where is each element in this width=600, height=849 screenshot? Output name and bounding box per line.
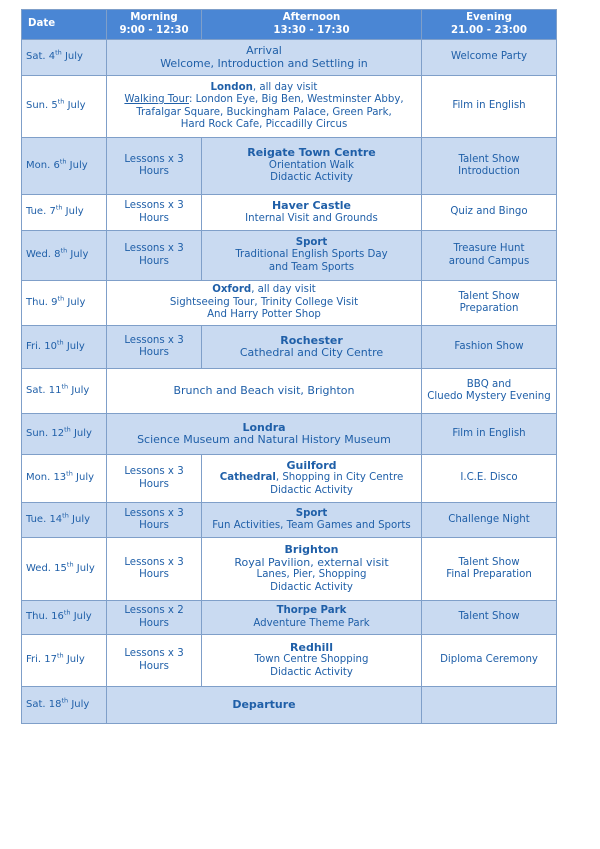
evening-cell: Quiz and Bingo [422,195,557,231]
date-cell: Fri. 17th July [22,635,107,687]
table-row [22,601,557,635]
evening-cell: Talent Show Introduction [422,138,557,195]
table-row [22,455,557,503]
afternoon-cell: Rochester Cathedral and City Centre [202,326,422,369]
activity-cell: Departure [107,687,422,724]
activity-cell: Oxford, all day visit Sightseeing Tour, Trinity College Visit And Harry Potter Shop [107,281,422,326]
date-cell: Tue. 14th July [22,503,107,538]
evening-cell: Treasure Hunt around Campus [422,231,557,281]
date-cell: Sun. 12th July [22,414,107,455]
date-cell: Mon. 13th July [22,455,107,503]
activity-cell: Londra Science Museum and Natural History Museum [107,414,422,455]
date-cell: Fri. 10th July [22,326,107,369]
activity-cell: Brunch and Beach visit, Brighton [107,369,422,414]
header-date: Date [22,10,107,40]
date-cell: Thu. 9th July [22,281,107,326]
table-row [22,40,557,76]
schedule-table [21,9,557,724]
table-row [22,414,557,455]
evening-cell: Film in English [422,414,557,455]
evening-cell: Fashion Show [422,326,557,369]
evening-cell: Welcome Party [422,40,557,76]
morning-cell: Lessons x 3 Hours [107,231,202,281]
morning-cell: Lessons x 3 Hours [107,538,202,601]
table-row [22,326,557,369]
date-cell: Thu. 16th July [22,601,107,635]
afternoon-cell: Redhill Town Centre Shopping Didactic Activity [202,635,422,687]
date-cell: Sat. 4th July [22,40,107,76]
table-row [22,538,557,601]
date-cell: Wed. 8th July [22,231,107,281]
date-cell: Wed. 15th July [22,538,107,601]
table-row [22,76,557,138]
morning-cell: Lessons x 3 Hours [107,138,202,195]
afternoon-cell: Thorpe Park Adventure Theme Park [202,601,422,635]
table-row [22,281,557,326]
evening-cell: Talent Show [422,601,557,635]
header-row [22,10,557,40]
table-row [22,195,557,231]
table-row [22,231,557,281]
header-afternoon: Afternoon 13:30 - 17:30 [202,10,422,40]
date-cell: Tue. 7th July [22,195,107,231]
afternoon-cell: Sport Traditional English Sports Day and Team Sports [202,231,422,281]
activity-cell: London, all day visit Walking Tour: London Eye, Big Ben, Westminster Abby, Trafalgar Square, Buckingham Palace, Green Park, Hard Rock Cafe, Piccadilly Circus [107,76,422,138]
morning-cell: Lessons x 3 Hours [107,455,202,503]
afternoon-cell: Guilford Cathedral, Shopping in City Centre Didactic Activity [202,455,422,503]
header-morning: Morning 9:00 - 12:30 [107,10,202,40]
afternoon-cell: Brighton Royal Pavilion, external visit Lanes, Pier, Shopping Didactic Activity [202,538,422,601]
date-cell: Sat. 11th July [22,369,107,414]
table-row [22,369,557,414]
table-row [22,635,557,687]
evening-cell: I.C.E. Disco [422,455,557,503]
afternoon-cell: Reigate Town Centre Orientation Walk Didactic Activity [202,138,422,195]
afternoon-cell: Haver Castle Internal Visit and Grounds [202,195,422,231]
evening-cell: Film in English [422,76,557,138]
evening-cell: BBQ and Cluedo Mystery Evening [422,369,557,414]
header-evening: Evening 21.00 - 23:00 [422,10,557,40]
activity-cell: Arrival Welcome, Introduction and Settling in [107,40,422,76]
table-row [22,138,557,195]
date-cell: Sun. 5th July [22,76,107,138]
morning-cell: Lessons x 3 Hours [107,503,202,538]
date-cell: Sat. 18th July [22,687,107,724]
morning-cell: Lessons x 3 Hours [107,635,202,687]
table-row [22,503,557,538]
date-cell: Mon. 6th July [22,138,107,195]
evening-cell: Talent Show Preparation [422,281,557,326]
evening-cell [422,687,557,724]
afternoon-cell: Sport Fun Activities, Team Games and Sports [202,503,422,538]
evening-cell: Challenge Night [422,503,557,538]
morning-cell: Lessons x 3 Hours [107,326,202,369]
table-row [22,687,557,724]
evening-cell: Talent Show Final Preparation [422,538,557,601]
evening-cell: Diploma Ceremony [422,635,557,687]
morning-cell: Lessons x 2 Hours [107,601,202,635]
morning-cell: Lessons x 3 Hours [107,195,202,231]
